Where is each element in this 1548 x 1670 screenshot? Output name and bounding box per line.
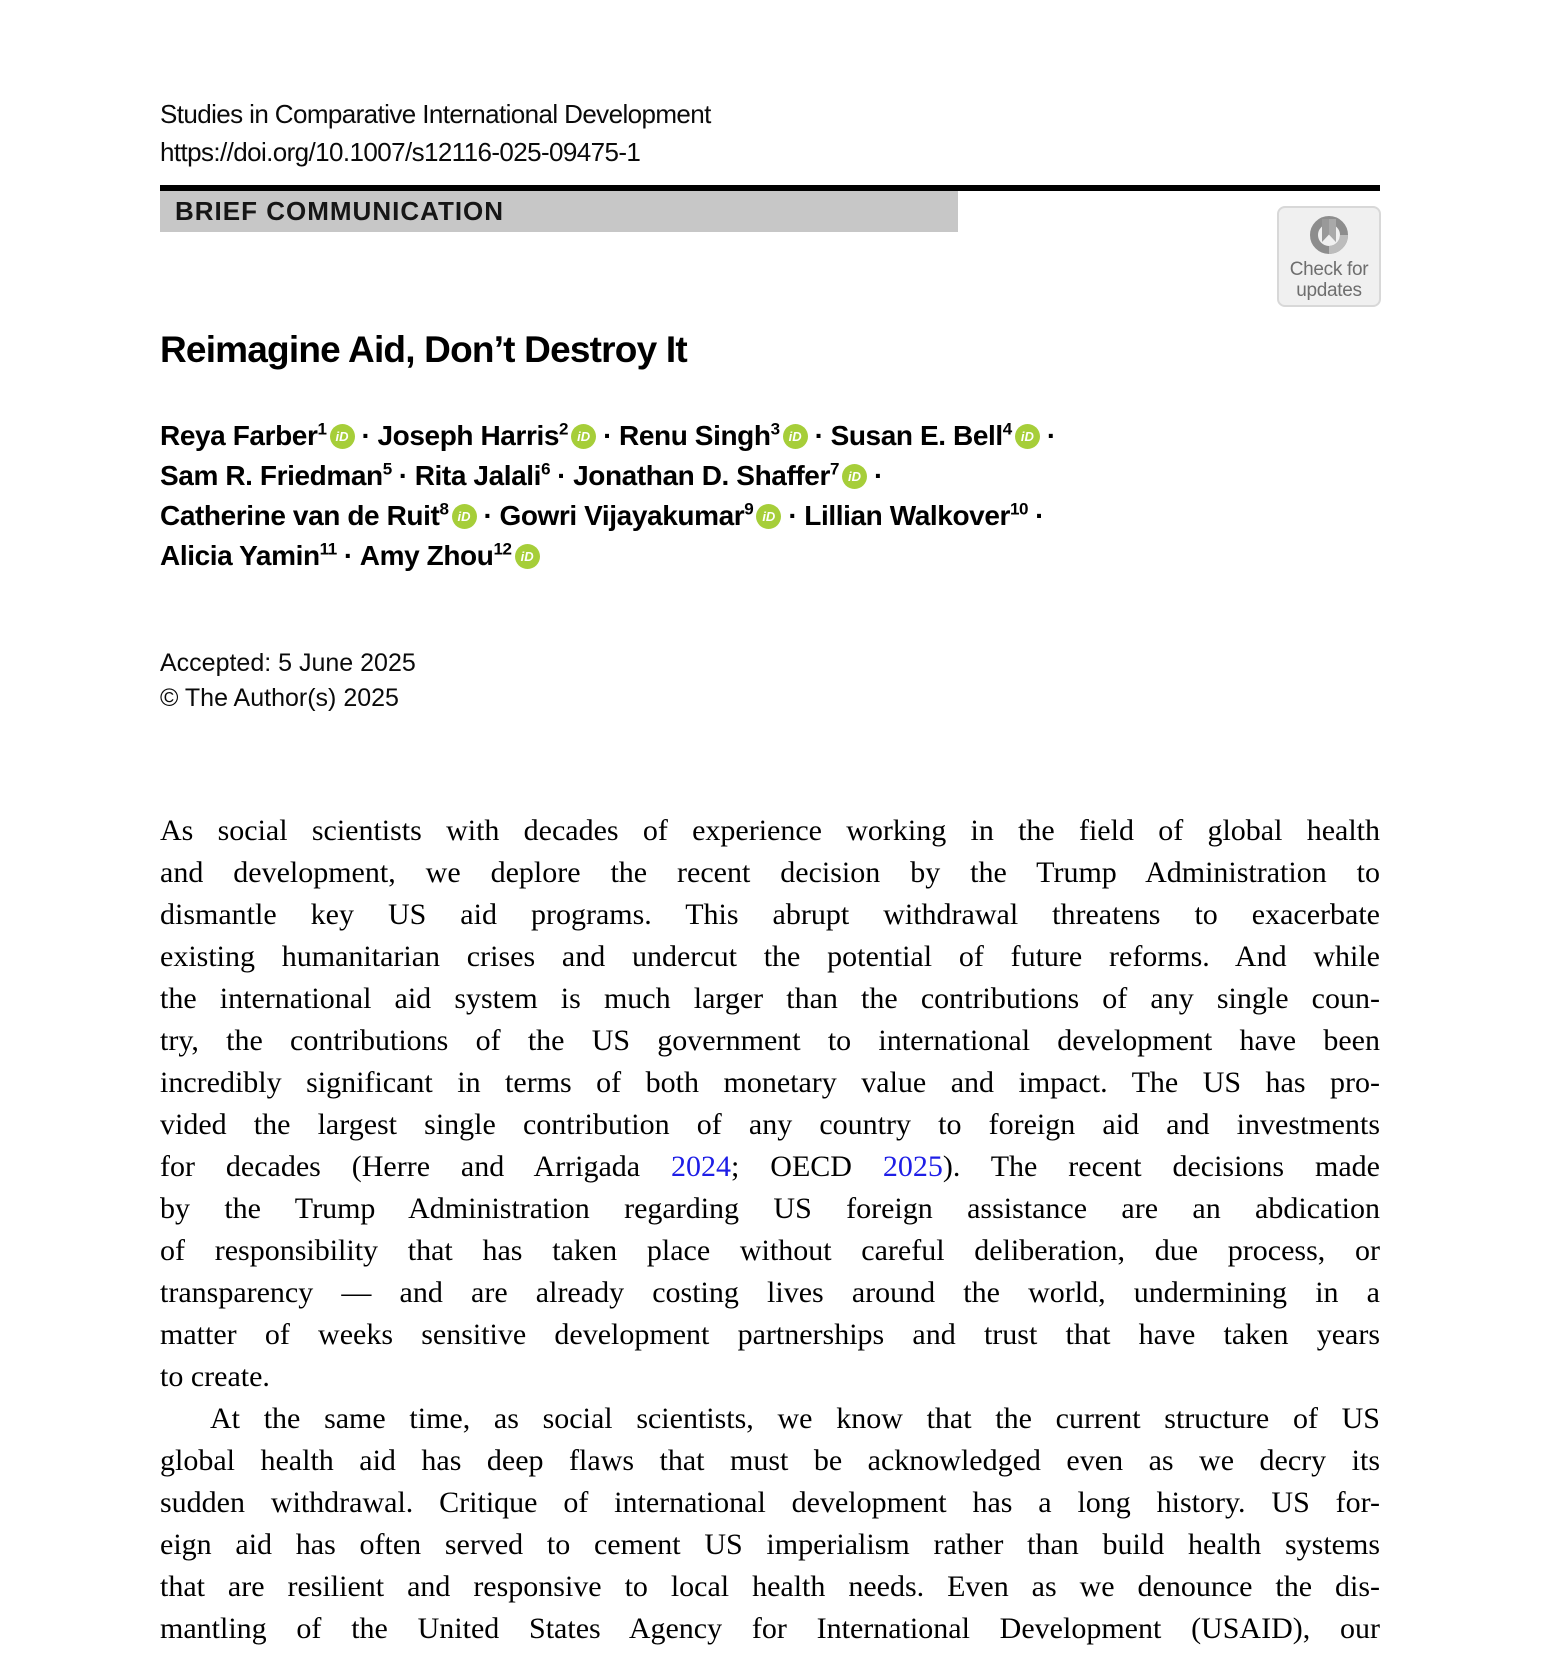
affiliation-number: 11 — [319, 539, 337, 559]
check-for-updates-badge[interactable] — [1277, 206, 1381, 307]
author-name: Catherine van de Ruit — [160, 500, 440, 531]
body-text: eign aid has often served to cement US imperialism rather than build health systems — [160, 1528, 1380, 1561]
body-text: ; OECD — [731, 1150, 883, 1183]
body-line — [160, 1188, 1380, 1230]
paragraph-1 — [160, 810, 1380, 1398]
affiliation-number: 12 — [493, 539, 512, 559]
author-separator: · — [343, 540, 353, 571]
author — [499, 500, 781, 531]
author-separator: · — [1035, 500, 1045, 531]
author-line — [160, 416, 1380, 456]
body-text: by the Trump Administration regarding US foreign assistance are an abdication — [160, 1192, 1380, 1225]
body-text: that are resilient and responsive to local health needs. Even as we denounce the dis- — [160, 1570, 1380, 1603]
body-line — [160, 1314, 1380, 1356]
author-separator: · — [361, 420, 371, 451]
orcid-icon[interactable]: iD — [330, 424, 355, 449]
article-meta — [160, 646, 416, 716]
body-line — [160, 1230, 1380, 1272]
body-text: sudden withdrawal. Critique of international development has a long history. US for- — [160, 1486, 1380, 1519]
orcid-icon[interactable]: iD — [515, 544, 540, 569]
body-line — [160, 1398, 1380, 1440]
author — [804, 500, 1028, 531]
affiliation-number: 7 — [829, 459, 840, 479]
article-type-banner — [160, 191, 958, 232]
citation-link-herre-arrigada-2024[interactable]: 2024 — [671, 1150, 732, 1183]
orcid-icon[interactable]: iD — [571, 424, 596, 449]
author-separator: · — [483, 500, 493, 531]
body-text: transparency — and are already costing lives around the world, undermining in a — [160, 1276, 1380, 1309]
body-text: incredibly significant in terms of both monetary value and impact. The US has pro- — [160, 1066, 1380, 1099]
orcid-icon[interactable]: iD — [756, 504, 781, 529]
author-name: Reya Farber — [160, 420, 318, 451]
body-line — [160, 894, 1380, 936]
author — [160, 540, 337, 571]
affiliation-number: 4 — [1002, 419, 1012, 439]
body-line — [160, 1104, 1380, 1146]
author — [831, 420, 1040, 451]
affiliation-number: 9 — [744, 499, 754, 519]
author — [415, 460, 550, 491]
body-text: of responsibility that has taken place without careful deliberation, due process, or — [160, 1234, 1380, 1267]
body-text: dismantle key US aid programs. This abrupt withdrawal threatens to exacerbate — [160, 898, 1380, 931]
body-line — [160, 1566, 1380, 1608]
author-separator: · — [874, 460, 883, 491]
orcid-icon[interactable]: iD — [783, 424, 808, 449]
author-name: Alicia Yamin — [160, 540, 320, 571]
badge-text-line1: Check for — [1289, 259, 1369, 280]
body-line — [160, 1356, 1380, 1398]
body-line — [160, 1440, 1380, 1482]
badge-text-line2: updates — [1296, 280, 1362, 301]
author-name: Sam R. Friedman — [160, 460, 383, 491]
copyright-line: © The Author(s) 2025 — [160, 684, 399, 712]
body-text: for decades (Herre and Arrigada — [160, 1150, 672, 1183]
crossmark-logo-icon — [1303, 213, 1355, 259]
author-separator: · — [814, 420, 824, 451]
author-separator: · — [1046, 420, 1056, 451]
author — [377, 420, 596, 451]
citation-link-oecd-2025[interactable]: 2025 — [882, 1150, 943, 1183]
badge-text — [1279, 259, 1379, 301]
doi-text: https://doi.org/10.1007/s12116-025-09475-1 — [160, 137, 641, 167]
article-type-label: BRIEF COMMUNICATION — [175, 196, 505, 226]
body-text: vided the largest single contribution of any country to foreign aid and investments — [160, 1108, 1380, 1141]
article-title: Reimagine Aid, Don’t Destroy It — [160, 328, 687, 370]
body-text: existing humanitarian crises and undercut the potential of future reforms. And while — [160, 940, 1380, 973]
author-name: Lillian Walkover — [804, 500, 1010, 531]
body-line — [160, 852, 1380, 894]
affiliation-number: 8 — [439, 499, 449, 519]
body-text: and development, we deplore the recent decision by the Trump Administration to — [160, 856, 1380, 889]
affiliation-number: 10 — [1009, 499, 1029, 519]
journal-header — [160, 95, 711, 171]
author — [160, 500, 477, 531]
body-line — [160, 978, 1380, 1020]
body-text: try, the contributions of the US government to international development have been — [160, 1024, 1380, 1057]
orcid-icon[interactable]: iD — [1015, 424, 1040, 449]
body-line — [160, 1062, 1380, 1104]
article-body — [160, 810, 1380, 1650]
body-text: matter of weeks sensitive development partnerships and trust that have taken years — [160, 1318, 1380, 1351]
header-rule — [160, 185, 1380, 232]
affiliation-number: 5 — [382, 459, 392, 479]
author-name: Rita Jalali — [414, 460, 542, 491]
body-text: the international aid system is much larger than the contributions of any single coun- — [160, 982, 1380, 1015]
author-name: Amy Zhou — [359, 540, 494, 571]
author-line — [160, 456, 1380, 496]
author-name: Renu Singh — [619, 420, 771, 451]
author-name: Susan E. Bell — [830, 420, 1003, 451]
body-text: global health aid has deep flaws that must be acknowledged even as we decry its — [160, 1444, 1380, 1477]
author-separator: · — [557, 460, 567, 491]
body-line — [160, 1608, 1380, 1650]
author-list — [160, 416, 1380, 576]
body-text: mantling of the United States Agency for International Development (USAID), our — [160, 1612, 1380, 1645]
affiliation-number: 2 — [559, 419, 569, 439]
author-line — [160, 536, 1380, 576]
author — [619, 420, 808, 451]
accepted-date: Accepted: 5 June 2025 — [160, 649, 416, 677]
author — [360, 540, 540, 571]
author-name: Gowri Vijayakumar — [499, 500, 745, 531]
body-text: As social scientists with decades of experience working in the field of global health — [160, 814, 1380, 847]
body-line — [160, 1482, 1380, 1524]
paragraph-2 — [160, 1398, 1380, 1650]
affiliation-number: 6 — [541, 459, 551, 479]
author-separator: · — [603, 420, 613, 451]
body-text: ). The recent decisions made — [942, 1150, 1380, 1183]
author-separator: · — [398, 460, 408, 491]
body-line — [160, 1146, 1380, 1188]
body-line — [160, 810, 1380, 852]
author-name: Jonathan D. Shaffer — [573, 460, 830, 491]
body-text: to create. — [160, 1360, 270, 1393]
body-line — [160, 1020, 1380, 1062]
orcid-icon[interactable]: iD — [842, 464, 867, 489]
affiliation-number: 3 — [770, 419, 780, 439]
body-text: At the same time, as social scientists, we know that the current structure of US — [210, 1402, 1380, 1435]
author — [160, 460, 392, 491]
author-separator: · — [788, 500, 798, 531]
body-line — [160, 1524, 1380, 1566]
author — [573, 460, 867, 491]
author — [160, 420, 355, 451]
author-line — [160, 496, 1380, 536]
journal-name: Studies in Comparative International Development — [160, 99, 711, 129]
orcid-icon[interactable]: iD — [452, 504, 477, 529]
affiliation-number: 1 — [317, 419, 327, 439]
body-line — [160, 936, 1380, 978]
author-name: Joseph Harris — [377, 420, 560, 451]
body-line — [160, 1272, 1380, 1314]
